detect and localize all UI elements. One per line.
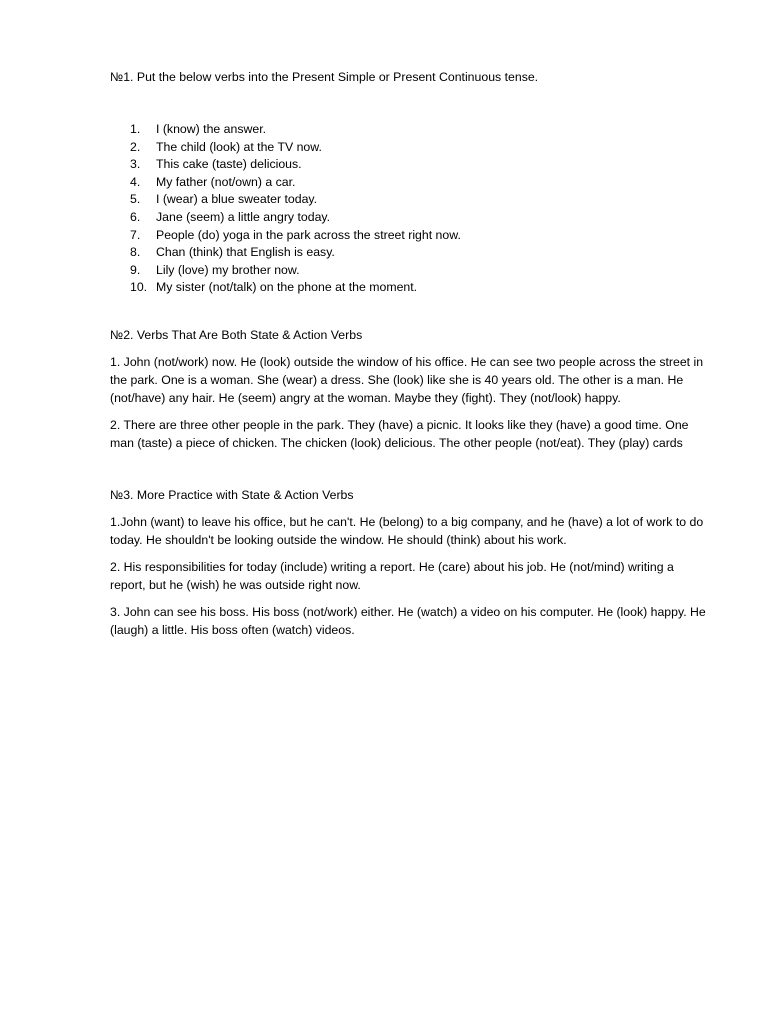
exercise-3-heading: №3. More Practice with State & Action Verbs <box>110 487 354 502</box>
exercise-3-paragraph-3: 3. John can see his boss. His boss (not/work) either. He (watch) a video on his computer. He (look) happy. He (laugh) a little. His boss often (watch) videos. <box>110 604 706 637</box>
item-number: 2. <box>130 139 141 154</box>
item-number: 10. <box>130 280 148 295</box>
exercise-2-paragraph-1: 1. John (not/work) now. He (look) outside the window of his office. He can see two people across the street in the park. One is a woman. She (wear) a dress. She (look) like she is 40 years old. The other is a man. He (not/have) any hair. He (seem) angry at the woman. Maybe they (fight). They (not/look) happy. <box>110 354 704 405</box>
exercise-2-section <box>110 326 710 452</box>
list-item <box>110 209 710 227</box>
item-text: Chan (think) that English is easy. <box>156 245 335 260</box>
item-text: My sister (not/talk) on the phone at the moment. <box>156 280 418 295</box>
list-item <box>110 174 710 192</box>
item-text: I (know) the answer. <box>156 122 267 136</box>
item-text: Lily (love) my brother now. <box>156 262 300 277</box>
list-item <box>110 227 710 245</box>
list-item <box>110 244 710 262</box>
exercise-1-heading: №1. Put the below verbs into the Present Simple or Present Continuous tense. <box>110 70 539 84</box>
worksheet-page <box>110 68 710 648</box>
exercise-1-list <box>110 121 710 297</box>
list-item <box>110 262 710 280</box>
exercise-3-paragraph-2: 2. His responsibilities for today (include) writing a report. He (care) about his job. He (not/mind) writing a report, but he (wish) he was outside right now. <box>110 559 674 592</box>
item-text: People (do) yoga in the park across the street right now. <box>156 227 461 242</box>
list-item <box>110 121 710 139</box>
item-text: Jane (seem) a little angry today. <box>156 209 331 224</box>
list-item <box>110 156 710 174</box>
exercise-3-section <box>110 486 710 639</box>
item-text: The child (look) at the TV now. <box>156 139 322 154</box>
item-text: This cake (taste) delicious. <box>156 157 302 172</box>
list-item <box>110 191 710 209</box>
exercise-2-paragraph-2: 2. There are three other people in the park. They (have) a picnic. It looks like they (have) a good time. One man (taste) a piece of chicken. The chicken (look) delicious. The other people (not/eat). They (play) cards <box>110 417 689 450</box>
item-number: 6. <box>130 209 141 224</box>
item-number: 5. <box>130 192 141 207</box>
item-text: I (wear) a blue sweater today. <box>156 192 318 207</box>
exercise-2-heading: №2. Verbs That Are Both State & Action Verbs <box>110 327 363 342</box>
item-number: 8. <box>130 245 141 260</box>
list-item <box>110 279 710 297</box>
item-number: 3. <box>130 157 141 172</box>
item-text: My father (not/own) a car. <box>156 174 296 189</box>
item-number: 9. <box>130 262 141 277</box>
item-number: 7. <box>130 227 141 242</box>
item-number: 4. <box>130 174 141 189</box>
exercise-3-paragraph-1: 1.John (want) to leave his office, but he can't. He (belong) to a big company, and he (have) a lot of work to do today. He shouldn't be looking outside the window. He should (think) about his work. <box>110 514 704 547</box>
item-number: 1. <box>130 122 141 136</box>
list-item <box>110 139 710 157</box>
